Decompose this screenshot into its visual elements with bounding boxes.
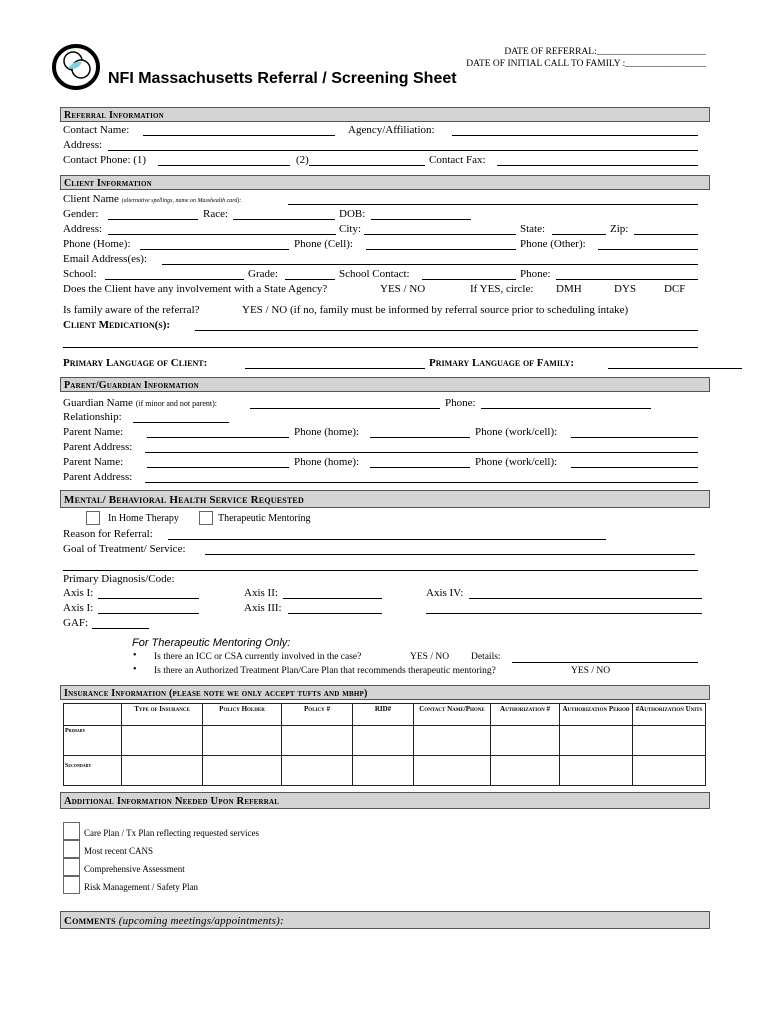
col-policy-holder: Policy Holder	[203, 704, 282, 726]
city-field[interactable]	[364, 223, 516, 235]
relationship-field[interactable]	[133, 411, 229, 423]
parent1-name-field[interactable]	[147, 426, 289, 438]
table-cell[interactable]	[282, 726, 353, 756]
school-contact-label: School Contact:	[339, 268, 410, 280]
parent2-phone-work-field[interactable]	[571, 456, 698, 468]
relationship-label: Relationship:	[63, 411, 122, 423]
assessment-checkbox[interactable]	[63, 858, 80, 876]
comments-label: Comments	[64, 915, 116, 927]
gender-field[interactable]	[108, 208, 198, 220]
parent1-phone-work-label: Phone (work/cell):	[475, 426, 558, 438]
axis1-label: Axis I:	[63, 587, 94, 599]
section-guardian-info: Parent/Guardian Information	[60, 377, 710, 392]
date-of-referral: DATE OF REFERRAL:_______________________	[504, 47, 706, 57]
medication-field-2[interactable]	[63, 336, 698, 348]
parent2-address-label: Parent Address:	[63, 471, 133, 483]
family-aware-question: Is family aware of the referral?	[63, 304, 200, 316]
language-family-label: Primary Language of Family:	[429, 357, 575, 369]
col-contact-name-phone: Contact Name/Phone	[414, 704, 491, 726]
contact-phone1-field[interactable]	[158, 154, 290, 166]
care-plan-checkbox[interactable]	[63, 822, 80, 840]
parent1-address-label: Parent Address:	[63, 441, 133, 453]
zip-label: Zip:	[610, 223, 629, 235]
referral-address-label: Address:	[63, 139, 103, 151]
medication-label: Client Medication(s):	[63, 319, 171, 331]
safety-plan-label: Risk Management / Safety Plan	[84, 882, 198, 892]
table-row	[64, 756, 706, 786]
axis2-field[interactable]	[283, 587, 382, 599]
table-cell[interactable]	[491, 726, 560, 756]
section-comments[interactable]	[60, 911, 710, 929]
row-secondary-label: Secondary	[64, 756, 122, 786]
parent1-phone-home-label: Phone (home):	[294, 426, 360, 438]
dob-field[interactable]	[371, 208, 471, 220]
email-field[interactable]	[162, 253, 698, 265]
contact-name-field[interactable]	[143, 124, 335, 136]
reason-field[interactable]	[168, 528, 606, 540]
parent2-name-label: Parent Name:	[63, 456, 124, 468]
col-authorization-units: #Authorization Units	[633, 704, 706, 726]
phone-cell-label: Phone (Cell):	[294, 238, 353, 250]
state-agency-yes-no[interactable]: YES / NO	[380, 283, 426, 295]
client-address-field[interactable]	[108, 223, 336, 235]
col-policy-number: Policy #	[282, 704, 353, 726]
bullet-icon: •	[133, 650, 137, 661]
client-address-label: Address:	[63, 223, 103, 235]
details-field[interactable]	[512, 651, 698, 663]
parent2-phone-home-field[interactable]	[370, 456, 470, 468]
reason-label: Reason for Referral:	[63, 528, 153, 540]
cans-label: Most recent CANS	[84, 846, 153, 856]
contact-fax-label: Contact Fax:	[429, 154, 486, 166]
cans-checkbox[interactable]	[63, 840, 80, 858]
table-cell[interactable]	[203, 726, 282, 756]
col-authorization-period: Authorization Period	[560, 704, 633, 726]
table-cell[interactable]	[414, 756, 491, 786]
col-rid: RID#	[353, 704, 414, 726]
phone-other-field[interactable]	[598, 238, 698, 250]
axis4-field-2[interactable]	[426, 602, 702, 614]
insurance-header-blank	[64, 704, 122, 726]
client-name-field[interactable]	[288, 193, 698, 205]
table-cell[interactable]	[122, 726, 203, 756]
contact-phone-label: Contact Phone: (1)	[63, 154, 147, 166]
col-type-of-insurance: Type of Insurance	[122, 704, 203, 726]
school-phone-field[interactable]	[556, 268, 698, 280]
guardian-name-label: Guardian Name (if minor and not parent):	[63, 397, 218, 409]
agency-field[interactable]	[452, 124, 698, 136]
phone-home-field[interactable]	[140, 238, 289, 250]
table-cell[interactable]	[633, 726, 706, 756]
dys-option[interactable]: DYS	[614, 283, 637, 295]
parent1-name-label: Parent Name:	[63, 426, 124, 438]
treatment-plan-question: Is there an Authorized Treatment Plan/Care Plan that recommends therapeutic mentoring?	[154, 666, 496, 676]
diagnosis-label: Primary Diagnosis/Code:	[63, 573, 175, 585]
email-label: Email Address(es):	[63, 253, 148, 265]
goal-label: Goal of Treatment/ Service:	[63, 543, 186, 555]
dob-label: DOB:	[339, 208, 366, 220]
axis4-field[interactable]	[469, 587, 702, 599]
page-title: NFI Massachusetts Referral / Screening Sheet	[108, 70, 457, 87]
language-client-field[interactable]	[245, 357, 425, 369]
guardian-phone-field[interactable]	[481, 397, 651, 409]
client-name-label: Client Name (alternative spellings, name on Masshealth card):	[63, 193, 242, 205]
row-primary-label: Primary	[64, 726, 122, 756]
icc-question: Is there an ICC or CSA currently involved in the case?	[154, 652, 362, 662]
section-service-requested: Mental/ Behavioral Health Service Requested	[60, 490, 710, 508]
tm-only-heading: For Therapeutic Mentoring Only:	[132, 637, 291, 649]
school-phone-label: Phone:	[520, 268, 551, 280]
state-agency-question: Does the Client have any involvement with a State Agency?	[63, 283, 328, 295]
grade-label: Grade:	[248, 268, 278, 280]
axis3-field[interactable]	[288, 602, 382, 614]
referral-address-field[interactable]	[108, 139, 698, 151]
in-home-therapy-checkbox[interactable]	[86, 511, 100, 525]
gaf-label: GAF:	[63, 617, 89, 629]
parent2-address-field[interactable]	[145, 471, 698, 483]
section-referral-info: Referral Information	[60, 107, 710, 122]
state-field[interactable]	[552, 223, 606, 235]
table-cell[interactable]	[560, 756, 633, 786]
axis1-field[interactable]	[98, 587, 199, 599]
school-field[interactable]	[105, 268, 244, 280]
in-home-therapy-label: In Home Therapy	[108, 513, 179, 524]
phone-other-label: Phone (Other):	[520, 238, 586, 250]
zip-field[interactable]	[634, 223, 698, 235]
if-yes-circle-label: If YES, circle:	[470, 283, 534, 295]
race-field[interactable]	[233, 208, 335, 220]
medication-field-1[interactable]	[195, 319, 698, 331]
contact-fax-field[interactable]	[497, 154, 698, 166]
gaf-field[interactable]	[92, 617, 149, 629]
care-plan-label: Care Plan / Tx Plan reflecting requested services	[84, 828, 260, 838]
guardian-phone-label: Phone:	[445, 397, 476, 409]
school-label: School:	[63, 268, 97, 280]
guardian-name-field[interactable]	[250, 397, 440, 409]
assessment-label: Comprehensive Assessment	[84, 864, 185, 874]
treatment-plan-yes-no[interactable]: YES / NO	[571, 666, 611, 676]
goal-field-2[interactable]	[63, 559, 698, 571]
phone-cell-field[interactable]	[366, 238, 516, 250]
icc-yes-no[interactable]: YES / NO	[410, 652, 450, 662]
table-cell[interactable]	[282, 756, 353, 786]
axis1b-label: Axis I:	[63, 602, 94, 614]
grade-field[interactable]	[285, 268, 335, 280]
city-label: City:	[339, 223, 362, 235]
dmh-option[interactable]: DMH	[556, 283, 582, 295]
parent2-name-field[interactable]	[147, 456, 289, 468]
parent2-phone-work-label: Phone (work/cell):	[475, 456, 558, 468]
parent2-phone-home-label: Phone (home):	[294, 456, 360, 468]
contact-name-label: Contact Name:	[63, 124, 130, 136]
safety-plan-checkbox[interactable]	[63, 876, 80, 894]
details-label: Details:	[471, 652, 501, 662]
language-family-field[interactable]	[608, 357, 742, 369]
table-cell[interactable]	[203, 756, 282, 786]
table-row	[64, 726, 706, 756]
section-client-info: Client Information	[60, 175, 710, 190]
therapeutic-mentoring-checkbox[interactable]	[199, 511, 213, 525]
section-insurance: Insurance Information (please note we only accept tufts and mbhp)	[60, 685, 710, 700]
axis2-label: Axis II:	[244, 587, 278, 599]
contact-phone2-field[interactable]	[309, 154, 425, 166]
bullet-icon: •	[133, 664, 137, 675]
state-label: State:	[520, 223, 546, 235]
parent1-phone-work-field[interactable]	[571, 426, 698, 438]
col-authorization-number: Authorization #	[491, 704, 560, 726]
dcf-option[interactable]: DCF	[664, 283, 686, 295]
axis1b-field[interactable]	[98, 602, 199, 614]
table-cell[interactable]	[414, 726, 491, 756]
agency-label: Agency/Affiliation:	[348, 124, 435, 136]
gender-label: Gender:	[63, 208, 99, 220]
nfi-logo	[52, 44, 100, 90]
axis3-label: Axis III:	[244, 602, 282, 614]
table-cell[interactable]	[353, 726, 414, 756]
comments-note: (upcoming meetings/appointments):	[118, 915, 284, 927]
axis4-label: Axis IV:	[426, 587, 464, 599]
table-cell[interactable]	[491, 756, 560, 786]
parent1-phone-home-field[interactable]	[370, 426, 470, 438]
table-cell[interactable]	[353, 756, 414, 786]
table-cell[interactable]	[560, 726, 633, 756]
language-client-label: Primary Language of Client:	[63, 357, 208, 369]
parent1-address-field[interactable]	[145, 441, 698, 453]
date-initial-call: DATE OF INITIAL CALL TO FAMILY :_________________	[466, 59, 706, 69]
therapeutic-mentoring-label: Therapeutic Mentoring	[218, 513, 311, 524]
family-aware-answer[interactable]: YES / NO (if no, family must be informed by referral source prior to scheduling intake)	[242, 304, 629, 316]
table-cell[interactable]	[633, 756, 706, 786]
goal-field[interactable]	[205, 543, 695, 555]
table-cell[interactable]	[122, 756, 203, 786]
school-contact-field[interactable]	[422, 268, 516, 280]
section-additional-info: Additional Information Needed Upon Referral	[60, 792, 710, 809]
phone-home-label: Phone (Home):	[63, 238, 131, 250]
race-label: Race:	[203, 208, 229, 220]
insurance-table	[63, 703, 706, 786]
contact-phone2-label: (2)	[296, 154, 309, 166]
